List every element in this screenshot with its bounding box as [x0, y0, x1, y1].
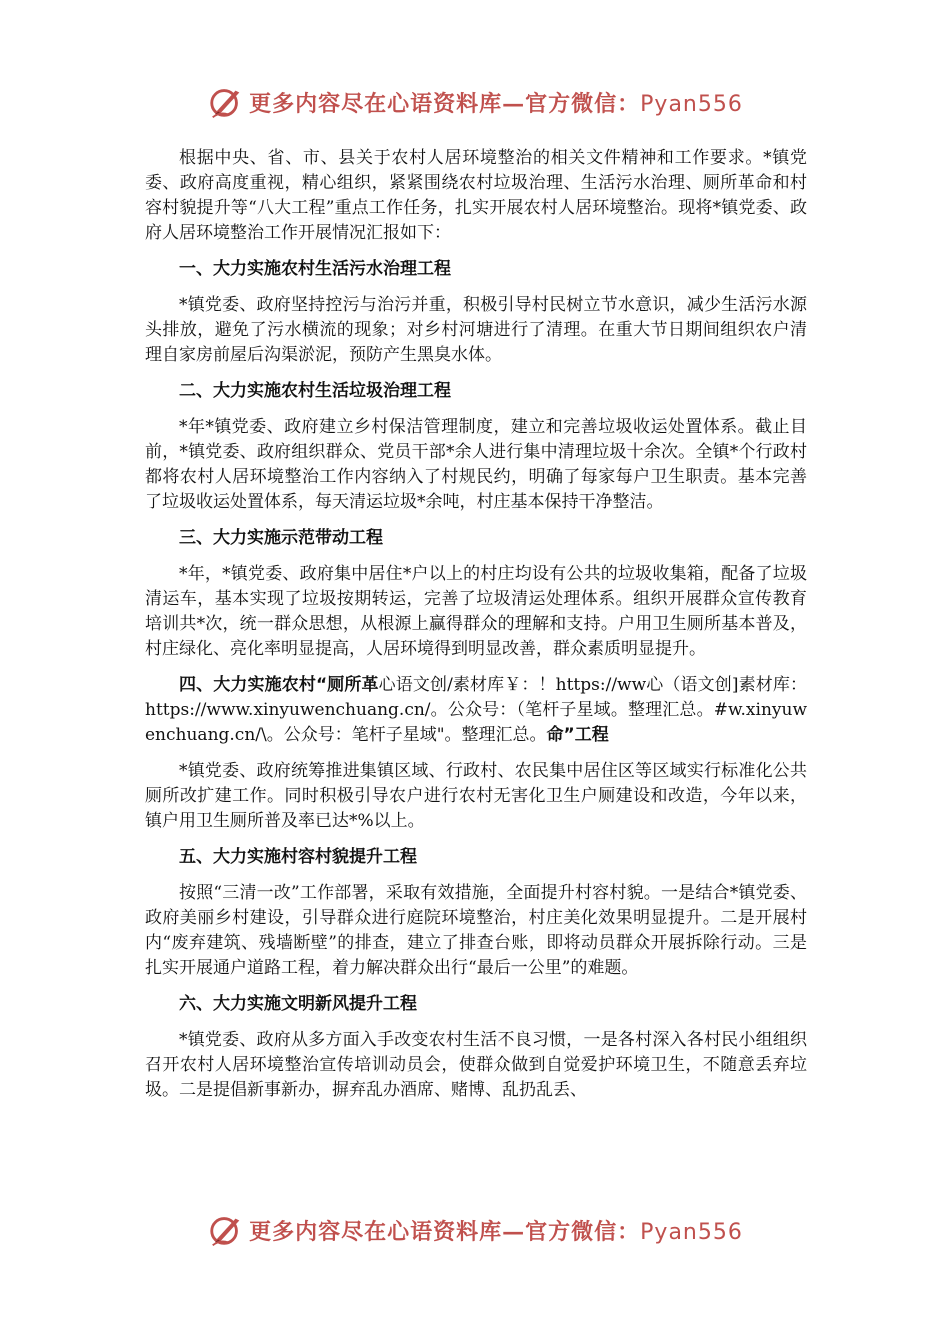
header-banner — [0, 82, 950, 122]
section-2-title: 二、大力实施农村生活垃圾治理工程 — [179, 381, 451, 401]
section-4-body: *镇党委、政府统筹推进集镇区域、行政村、农民集中居住区等区域实行标准化公共厕所改扩建工作。同时积极引导农户进行农村无害化卫生户厕建设和改造，今年以来，镇户用卫生厕所普及率已达*%以上。 — [145, 761, 807, 831]
section-4-title-start: 四、大力实施农村“厕所革 — [179, 675, 379, 695]
footer-banner-text — [249, 1215, 743, 1246]
footer-wechat-id: Pyan556 — [640, 1219, 743, 1245]
section-4-title-end: 命”工程 — [546, 725, 609, 745]
footer-banner-label: 更多内容尽在心语资料库—官方微信： — [249, 1218, 641, 1245]
section-1-body: *镇党委、政府坚持控污与治污并重，积极引导村民树立节水意识，减少生活污水源头排放，避免了污水横流的现象；对乡村河塘进行了清理。在重大节日期间组织农户清理自家房前屋后沟渠淤泥，预防产生黑臭水体。 — [145, 295, 807, 365]
footer-banner — [0, 1210, 950, 1250]
section-4-watermark-2: 心（语文创]素材库：https://www.xinyuwenchuang.cn/。公众号：（笔杆子星域。整理汇总。#w.xinyuwenchuang.cn/\。公众号：笔杆子星域"。整理汇总。 — [145, 675, 807, 745]
section-6-title: 六、大力实施文明新风提升工程 — [179, 994, 417, 1014]
section-6-body: *镇党委、政府从多方面入手改变农村生活不良习惯，一是各村深入各村民小组组织召开农村人居环境整治宣传培训动员会，使群众做到自觉爱护环境卫生，不随意丢弃垃圾。二是提倡新事新办，摒弃乱办酒席、赌博、乱扔乱丢、 — [145, 1030, 807, 1100]
section-4-watermark-1: 心语文创/素材库￥：！https://ww — [378, 675, 647, 695]
header-banner-text — [249, 87, 743, 118]
section-5-title: 五、大力实施村容村貌提升工程 — [179, 847, 417, 867]
pen-logo-icon — [207, 1211, 245, 1249]
document-body — [145, 146, 807, 1114]
pen-logo-icon — [207, 83, 245, 121]
section-5-body: 按照“三清一改”工作部署，采取有效措施，全面提升村容村貌。一是结合*镇党委、政府美丽乡村建设，引导群众进行庭院环境整治，村庄美化效果明显提升。二是开展村内“废弃建筑、残墙断壁”的排查，建立了排查台账，即将动员群众开展拆除行动。三是扎实开展通户道路工程，着力解决群众出行“最后一公里”的难题。 — [145, 883, 807, 978]
header-banner-label: 更多内容尽在心语资料库—官方微信： — [249, 90, 641, 117]
section-2-body: *年*镇党委、政府建立乡村保洁管理制度，建立和完善垃圾收运处置体系。截止目前，*镇党委、政府组织群众、党员干部*余人进行集中清理垃圾十余次。全镇*个行政村都将农村人居环境整治工作内容纳入了村规民约，明确了每家每户卫生职责。基本完善了垃圾收运处置体系，每天清运垃圾*余吨，村庄基本保持干净整洁。 — [145, 417, 807, 512]
section-3-title: 三、大力实施示范带动工程 — [179, 528, 383, 548]
section-3-body: *年，*镇党委、政府集中居住*户以上的村庄均设有公共的垃圾收集箱，配备了垃圾清运车，基本实现了垃圾按期转运，完善了垃圾清运处理体系。组织开展群众宣传教育培训共*次，统一群众思想，从根源上赢得群众的理解和支持。户用卫生厕所基本普及，村庄绿化、亮化率明显提高，人居环境得到明显改善，群众素质明显提升。 — [145, 564, 807, 659]
header-wechat-id: Pyan556 — [640, 91, 743, 117]
section-1-title: 一、大力实施农村生活污水治理工程 — [179, 259, 451, 279]
section-4-title — [145, 673, 807, 748]
intro-paragraph: 根据中央、省、市、县关于农村人居环境整治的相关文件精神和工作要求。*镇党委、政府高度重视，精心组织，紧紧围绕农村垃圾治理、生活污水治理、厕所革命和村容村貌提升等“八大工程”重点工作任务，扎实开展农村人居环境整治。现将*镇党委、政府人居环境整治工作开展情况汇报如下： — [145, 148, 807, 243]
